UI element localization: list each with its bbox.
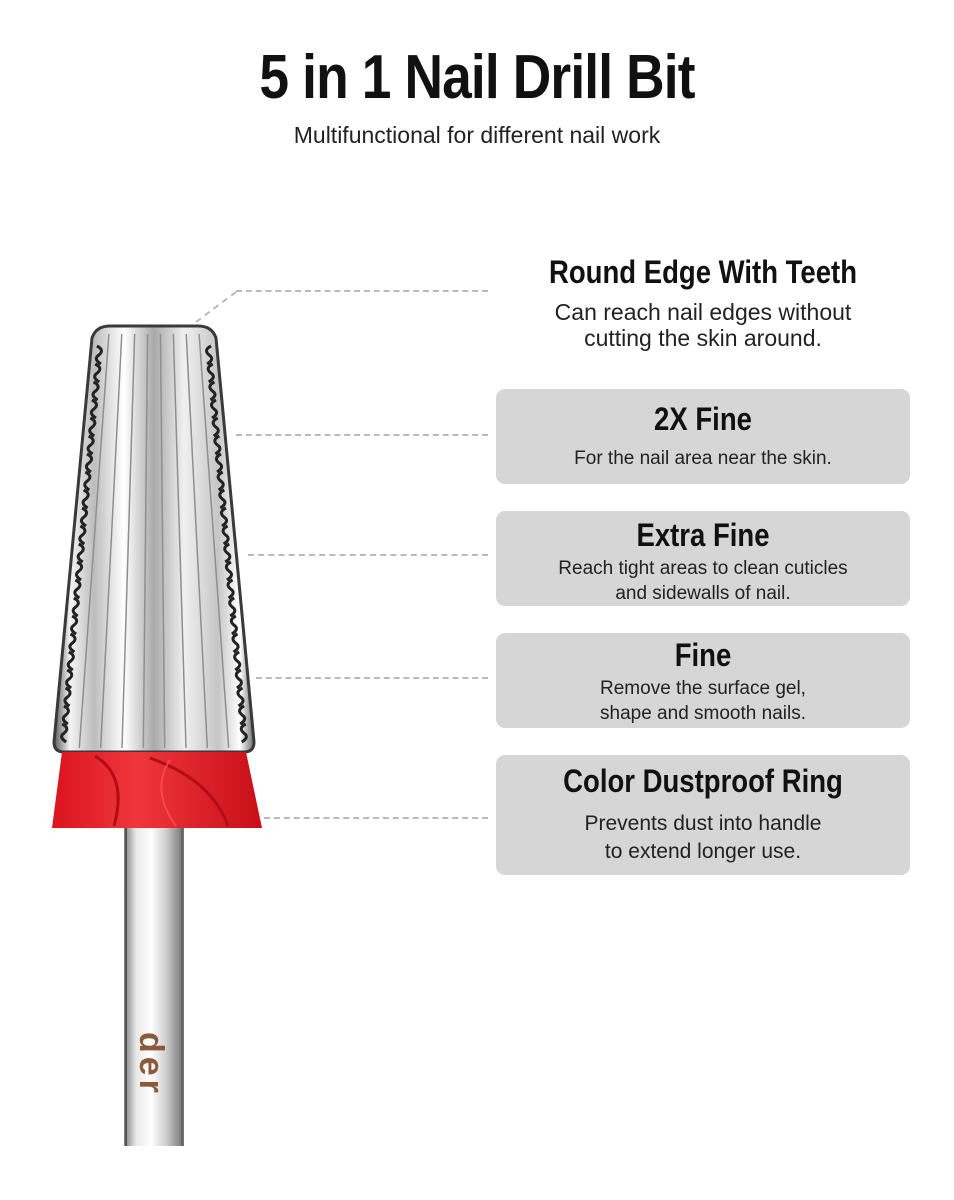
feature-title: Color Dustproof Ring [563, 763, 843, 799]
feature-description: Remove the surface gel, shape and smooth nails. [600, 678, 806, 724]
leader-line-round-edge [236, 290, 488, 292]
feature-title: Round Edge With Teeth [548, 254, 858, 290]
feature-description: Can reach nail edges without cutting the skin around. [554, 299, 852, 351]
leader-line-dustproof-ring [264, 817, 488, 819]
feature-round-edge [496, 254, 910, 351]
feature-title: Extra Fine [636, 517, 770, 553]
feature-title: Fine [674, 637, 732, 673]
feature-card-extra-fine [496, 511, 910, 606]
feature-description: Reach tight areas to clean cuticles and sidewalls of nail. [558, 558, 848, 604]
feature-description: Prevents dust into handle to extend longer use. [584, 812, 822, 863]
shank-logo [132, 1032, 170, 1097]
dustproof-ring [52, 752, 262, 828]
page-subtitle: Multifunctional for different nail work [293, 122, 661, 148]
svg-text:der: der [132, 1032, 170, 1097]
leader-line-2x-fine [236, 434, 488, 436]
feature-card-fine [496, 633, 910, 728]
feature-card-2x-fine [496, 389, 910, 484]
bit-cone [54, 326, 254, 752]
page-title: 5 in 1 Nail Drill Bit [259, 43, 695, 112]
feature-title: 2X Fine [654, 401, 752, 437]
bit-shank [124, 826, 184, 1146]
leader-line-fine [256, 677, 488, 679]
feature-card-dustproof-ring [496, 755, 910, 875]
leader-line-extra-fine [248, 554, 488, 556]
feature-description: For the nail area near the skin. [574, 448, 832, 469]
